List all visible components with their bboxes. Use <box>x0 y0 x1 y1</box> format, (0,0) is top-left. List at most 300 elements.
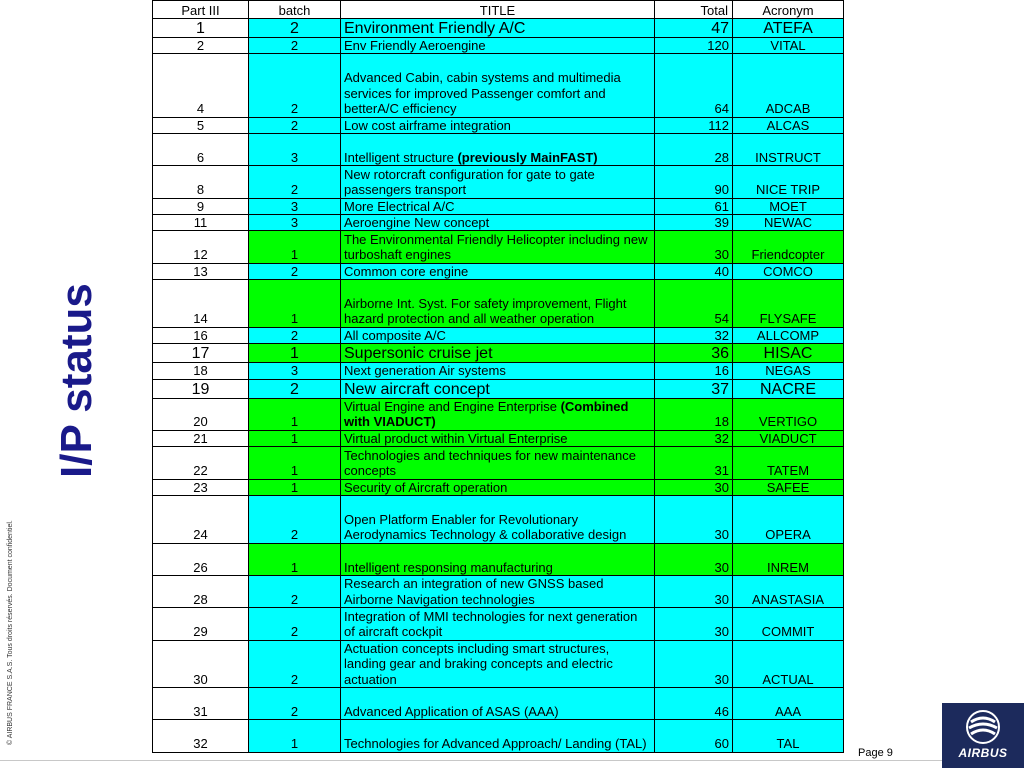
total-cell <box>655 166 733 198</box>
total-cell-text: 30 <box>714 527 729 543</box>
batch-cell-text: 1 <box>290 463 299 479</box>
batch-cell <box>249 231 341 263</box>
table-row <box>153 379 844 398</box>
part-cell-text: 30 <box>193 671 208 687</box>
batch-cell-text: 1 <box>290 559 299 575</box>
title-cell <box>341 133 655 165</box>
title-cell-text: Technologies for Advanced Approach/ Landing (TAL) <box>344 736 647 752</box>
title-cell-text: Aeroengine New concept <box>344 214 490 230</box>
batch-cell-text: 2 <box>290 704 299 720</box>
acronym-cell <box>733 447 844 479</box>
table-row <box>153 344 844 363</box>
total-cell-text: 36 <box>711 345 729 363</box>
part-cell <box>153 363 249 379</box>
title-cell-text: Common core engine <box>344 263 469 279</box>
acronym-cell <box>733 543 844 575</box>
total-cell <box>655 133 733 165</box>
part-cell-text: 19 <box>191 380 210 398</box>
part-cell <box>153 133 249 165</box>
total-cell-text: 47 <box>711 20 729 37</box>
part-cell-text: 8 <box>196 182 205 198</box>
table-header-row <box>153 1 844 19</box>
batch-cell <box>249 166 341 198</box>
part-cell-text: 28 <box>193 591 208 607</box>
part-cell-text: 13 <box>193 263 208 279</box>
part-cell <box>153 608 249 640</box>
part-cell <box>153 495 249 543</box>
total-cell <box>655 198 733 214</box>
title-cell <box>341 166 655 198</box>
acronym-cell-text: ADCAB <box>765 101 811 117</box>
batch-cell-text: 3 <box>290 363 299 379</box>
title-cell-text: The Environmental Friendly Helicopter including new turboshaft engines <box>344 231 648 263</box>
batch-cell <box>249 640 341 688</box>
table-row <box>153 280 844 328</box>
batch-cell-text: 1 <box>290 247 299 263</box>
table-row <box>153 447 844 479</box>
total-cell-text: 31 <box>714 463 729 479</box>
batch-cell-text: 2 <box>290 182 299 198</box>
copyright-notice: © AIRBUS FRANCE S.A.S. Tous droits réservés. Document confidentiel. <box>7 520 14 745</box>
batch-cell-text: 3 <box>290 214 299 230</box>
title-cell <box>341 447 655 479</box>
part-cell <box>153 543 249 575</box>
title-cell <box>341 575 655 607</box>
acronym-cell-text: NACRE <box>759 380 816 398</box>
acronym-cell-text: MOET <box>769 198 807 214</box>
batch-cell <box>249 117 341 133</box>
table-row <box>153 231 844 263</box>
title-cell <box>341 344 655 363</box>
table-row <box>153 430 844 446</box>
total-cell <box>655 54 733 117</box>
acronym-cell-text: NEGAS <box>765 363 811 379</box>
part-cell <box>153 38 249 54</box>
title-cell <box>341 280 655 328</box>
footer-divider <box>0 760 942 761</box>
acronym-cell <box>733 133 844 165</box>
batch-cell <box>249 19 341 38</box>
title-cell <box>341 479 655 495</box>
title-cell <box>341 198 655 214</box>
airbus-logo-text: AIRBUS <box>958 746 1008 760</box>
acronym-cell <box>733 575 844 607</box>
total-cell-text: 39 <box>714 214 729 230</box>
part-cell-text: 23 <box>193 479 208 495</box>
part-cell-text: 2 <box>196 38 205 53</box>
batch-cell-text: 1 <box>290 345 299 363</box>
batch-cell-text: 2 <box>290 527 299 543</box>
title-cell-text: Security of Aircraft operation <box>344 479 508 495</box>
part-cell-text: 1 <box>196 20 205 37</box>
acronym-cell <box>733 398 844 430</box>
table-row <box>153 54 844 117</box>
header-part: Part III <box>153 1 249 19</box>
acronym-cell-text: ACTUAL <box>762 671 814 687</box>
acronym-cell-text: AAA <box>774 704 801 720</box>
part-cell-text: 20 <box>193 414 208 430</box>
total-cell <box>655 543 733 575</box>
table-row <box>153 198 844 214</box>
batch-cell <box>249 479 341 495</box>
table-row <box>153 398 844 430</box>
acronym-cell-text: VIADUCT <box>759 430 817 446</box>
acronym-cell <box>733 54 844 117</box>
slide-title: I/P status <box>52 283 101 478</box>
batch-cell <box>249 379 341 398</box>
total-cell <box>655 263 733 279</box>
part-cell-text: 17 <box>191 345 210 363</box>
acronym-cell-text: HISAC <box>763 345 813 363</box>
title-cell-text: Low cost airframe integration <box>344 117 511 133</box>
total-cell <box>655 379 733 398</box>
total-cell <box>655 688 733 720</box>
batch-cell <box>249 688 341 720</box>
part-cell-text: 32 <box>193 736 208 752</box>
total-cell-text: 120 <box>707 38 729 53</box>
part-cell <box>153 479 249 495</box>
batch-cell-text: 2 <box>290 624 299 640</box>
ip-status-table <box>152 0 844 753</box>
acronym-cell <box>733 608 844 640</box>
batch-cell-text: 2 <box>290 327 299 343</box>
part-cell <box>153 720 249 752</box>
part-cell <box>153 398 249 430</box>
batch-cell-text: 2 <box>290 671 299 687</box>
title-note-text: (Combined with VIADUCT) <box>344 399 629 430</box>
total-cell-text: 61 <box>714 198 729 214</box>
part-cell-text: 16 <box>193 327 208 343</box>
table-row <box>153 720 844 752</box>
part-cell-text: 22 <box>193 463 208 479</box>
title-cell <box>341 640 655 688</box>
acronym-cell <box>733 479 844 495</box>
total-cell-text: 112 <box>708 117 729 133</box>
batch-cell-text: 1 <box>290 736 299 752</box>
batch-cell-text: 2 <box>290 38 299 53</box>
acronym-cell-text: ALLCOMP <box>756 327 820 343</box>
title-cell-text: New aircraft concept <box>344 380 490 398</box>
total-cell <box>655 214 733 230</box>
acronym-cell <box>733 280 844 328</box>
batch-cell <box>249 133 341 165</box>
part-cell <box>153 166 249 198</box>
batch-cell-text: 3 <box>290 149 299 165</box>
total-cell-text: 30 <box>714 591 729 607</box>
batch-cell <box>249 344 341 363</box>
airbus-globe-icon <box>965 709 1001 745</box>
batch-cell-text: 1 <box>290 311 299 327</box>
total-cell <box>655 398 733 430</box>
total-cell <box>655 117 733 133</box>
title-cell-text: Environment Friendly A/C <box>344 20 526 37</box>
title-cell <box>341 19 655 38</box>
batch-cell-text: 2 <box>290 380 299 398</box>
total-cell-text: 30 <box>714 671 729 687</box>
acronym-cell <box>733 720 844 752</box>
title-cell <box>341 38 655 54</box>
title-cell-text: Actuation concepts including smart structures, landing gear and braking concepts and electric actuation <box>344 640 613 687</box>
acronym-cell <box>733 38 844 54</box>
batch-cell <box>249 495 341 543</box>
acronym-cell-text: SAFEE <box>766 479 810 495</box>
batch-cell <box>249 38 341 54</box>
total-cell-text: 18 <box>714 414 729 430</box>
batch-cell <box>249 447 341 479</box>
table-row <box>153 479 844 495</box>
title-cell <box>341 608 655 640</box>
batch-cell-text: 1 <box>290 479 299 495</box>
title-cell <box>341 543 655 575</box>
acronym-cell-text: ANASTASIA <box>751 591 824 607</box>
title-cell-text: Airborne Int. Syst. For safety improvement, Flight hazard protection and all weather operation <box>344 295 627 327</box>
table-row <box>153 495 844 543</box>
table-row <box>153 640 844 688</box>
airbus-logo <box>942 703 1024 768</box>
table-row <box>153 608 844 640</box>
part-cell <box>153 214 249 230</box>
title-cell-text: All composite A/C <box>344 327 446 343</box>
total-cell-text: 32 <box>714 430 729 446</box>
part-cell-text: 9 <box>196 198 205 214</box>
header-batch: batch <box>249 1 341 19</box>
total-cell <box>655 608 733 640</box>
total-cell <box>655 327 733 343</box>
table-row <box>153 575 844 607</box>
part-cell <box>153 54 249 117</box>
total-cell-text: 37 <box>711 380 729 398</box>
title-note-text: (previously MainFAST) <box>457 149 598 165</box>
total-cell <box>655 38 733 54</box>
title-cell-text: Integration of MMI technologies for next generation of aircraft cockpit <box>344 608 638 640</box>
total-cell-text: 64 <box>714 101 729 117</box>
part-cell-text: 14 <box>193 311 208 327</box>
acronym-cell-text: FLYSAFE <box>759 311 817 327</box>
title-cell-text: Virtual Engine and Engine Enterprise <box>344 399 561 414</box>
acronym-cell-text: COMMIT <box>761 624 815 640</box>
part-cell-text: 24 <box>193 527 208 543</box>
total-cell <box>655 479 733 495</box>
title-cell <box>341 54 655 117</box>
part-cell <box>153 263 249 279</box>
batch-cell-text: 2 <box>290 117 299 133</box>
part-cell-text: 31 <box>193 704 208 720</box>
table-row <box>153 263 844 279</box>
acronym-cell-text: TATEM <box>766 463 810 479</box>
acronym-cell-text: INREM <box>767 559 809 575</box>
total-cell <box>655 430 733 446</box>
part-cell <box>153 231 249 263</box>
title-cell-text: More Electrical A/C <box>344 198 455 214</box>
total-cell <box>655 495 733 543</box>
part-cell-text: 26 <box>193 559 208 575</box>
title-cell-text: Env Friendly Aeroengine <box>344 38 486 53</box>
total-cell-text: 90 <box>714 182 729 198</box>
title-cell-text: Virtual product within Virtual Enterprise <box>344 430 568 446</box>
title-cell <box>341 430 655 446</box>
acronym-cell-text: OPERA <box>765 527 811 543</box>
table-row <box>153 327 844 343</box>
part-cell <box>153 447 249 479</box>
batch-cell <box>249 198 341 214</box>
batch-cell-text: 2 <box>290 591 299 607</box>
acronym-cell-text: NEWAC <box>764 214 812 230</box>
part-cell <box>153 575 249 607</box>
page-number: Page 9 <box>858 747 893 759</box>
part-cell <box>153 430 249 446</box>
total-cell <box>655 447 733 479</box>
batch-cell-text: 2 <box>290 263 299 279</box>
total-cell <box>655 231 733 263</box>
acronym-cell <box>733 198 844 214</box>
title-cell <box>341 379 655 398</box>
acronym-cell <box>733 263 844 279</box>
batch-cell <box>249 575 341 607</box>
part-cell-text: 4 <box>196 101 205 117</box>
total-cell-text: 16 <box>714 363 729 379</box>
acronym-cell <box>733 363 844 379</box>
acronym-cell <box>733 327 844 343</box>
batch-cell <box>249 280 341 328</box>
part-cell-text: 12 <box>193 247 208 263</box>
part-cell <box>153 280 249 328</box>
acronym-cell-text: COMCO <box>763 263 813 279</box>
acronym-cell <box>733 430 844 446</box>
part-cell <box>153 19 249 38</box>
total-cell <box>655 363 733 379</box>
part-cell-text: 29 <box>193 624 208 640</box>
title-cell-text: Open Platform Enabler for Revolutionary Aerodynamics Technology & collaborative design <box>344 511 627 543</box>
part-cell <box>153 117 249 133</box>
acronym-cell <box>733 379 844 398</box>
batch-cell <box>249 720 341 752</box>
total-cell-text: 40 <box>714 263 729 279</box>
total-cell-text: 28 <box>714 149 729 165</box>
title-cell-text: Intelligent responsing manufacturing <box>344 559 553 575</box>
acronym-cell <box>733 640 844 688</box>
batch-cell <box>249 54 341 117</box>
header-acronym: Acronym <box>733 1 844 19</box>
total-cell-text: 30 <box>714 624 729 640</box>
total-cell-text: 30 <box>714 559 729 575</box>
part-cell <box>153 640 249 688</box>
total-cell-text: 60 <box>714 736 729 752</box>
table-row <box>153 214 844 230</box>
title-cell <box>341 398 655 430</box>
total-cell <box>655 344 733 363</box>
acronym-cell-text: Friendcopter <box>751 247 825 263</box>
title-cell <box>341 720 655 752</box>
title-cell <box>341 363 655 379</box>
batch-cell <box>249 214 341 230</box>
title-cell <box>341 214 655 230</box>
total-cell-text: 54 <box>714 311 729 327</box>
total-cell <box>655 280 733 328</box>
part-cell-text: 6 <box>196 149 205 165</box>
header-title: TITLE <box>341 1 655 19</box>
title-cell <box>341 263 655 279</box>
acronym-cell-text: VITAL <box>770 38 806 53</box>
batch-cell-text: 2 <box>290 20 299 37</box>
title-cell-text: Advanced Application of ASAS (AAA) <box>344 704 559 720</box>
total-cell <box>655 575 733 607</box>
batch-cell-text: 2 <box>290 101 299 117</box>
table-row <box>153 133 844 165</box>
title-cell-text: Intelligent structure <box>344 149 458 165</box>
total-cell <box>655 720 733 752</box>
title-cell-text: Next generation Air systems <box>344 363 506 379</box>
acronym-cell <box>733 344 844 363</box>
acronym-cell <box>733 117 844 133</box>
batch-cell <box>249 398 341 430</box>
acronym-cell-text: TAL <box>776 736 800 752</box>
title-cell-text: Research an integration of new GNSS based Airborne Navigation technologies <box>344 576 604 607</box>
acronym-cell <box>733 231 844 263</box>
header-total: Total <box>655 1 733 19</box>
batch-cell <box>249 327 341 343</box>
acronym-cell-text: ALCAS <box>766 117 810 133</box>
part-cell <box>153 344 249 363</box>
acronym-cell <box>733 166 844 198</box>
table-row <box>153 38 844 54</box>
table-row <box>153 543 844 575</box>
batch-cell-text: 3 <box>290 198 299 214</box>
total-cell-text: 30 <box>714 247 729 263</box>
total-cell <box>655 640 733 688</box>
title-cell <box>341 231 655 263</box>
acronym-cell-text: NICE TRIP <box>755 182 821 198</box>
title-cell-text: Supersonic cruise jet <box>344 345 493 363</box>
title-cell-text: New rotorcraft configuration for gate to gate passengers transport <box>344 166 595 198</box>
total-cell-text: 46 <box>714 704 729 720</box>
batch-cell-text: 1 <box>290 430 299 446</box>
table-row <box>153 166 844 198</box>
table-row <box>153 688 844 720</box>
acronym-cell-text: ATEFA <box>763 20 813 37</box>
title-cell-text: Advanced Cabin, cabin systems and multimedia services for improved Passenger comfort and betterA/C efficiency <box>344 70 621 117</box>
title-cell <box>341 688 655 720</box>
part-cell <box>153 198 249 214</box>
part-cell <box>153 327 249 343</box>
total-cell <box>655 19 733 38</box>
acronym-cell-text: INSTRUCT <box>755 149 821 165</box>
title-cell <box>341 117 655 133</box>
part-cell <box>153 688 249 720</box>
part-cell-text: 5 <box>196 117 205 133</box>
table-row <box>153 117 844 133</box>
table-row <box>153 363 844 379</box>
batch-cell-text: 1 <box>290 414 299 430</box>
part-cell <box>153 379 249 398</box>
acronym-cell <box>733 214 844 230</box>
total-cell-text: 32 <box>714 327 729 343</box>
batch-cell <box>249 608 341 640</box>
acronym-cell <box>733 495 844 543</box>
title-cell <box>341 495 655 543</box>
acronym-cell <box>733 688 844 720</box>
title-cell-text: Technologies and techniques for new maintenance concepts <box>344 447 636 479</box>
part-cell-text: 11 <box>193 214 208 230</box>
total-cell-text: 30 <box>714 479 729 495</box>
batch-cell <box>249 430 341 446</box>
batch-cell <box>249 263 341 279</box>
title-cell <box>341 327 655 343</box>
batch-cell <box>249 543 341 575</box>
acronym-cell-text: VERTIGO <box>758 414 818 430</box>
batch-cell <box>249 363 341 379</box>
part-cell-text: 21 <box>193 430 208 446</box>
table-row <box>153 19 844 38</box>
